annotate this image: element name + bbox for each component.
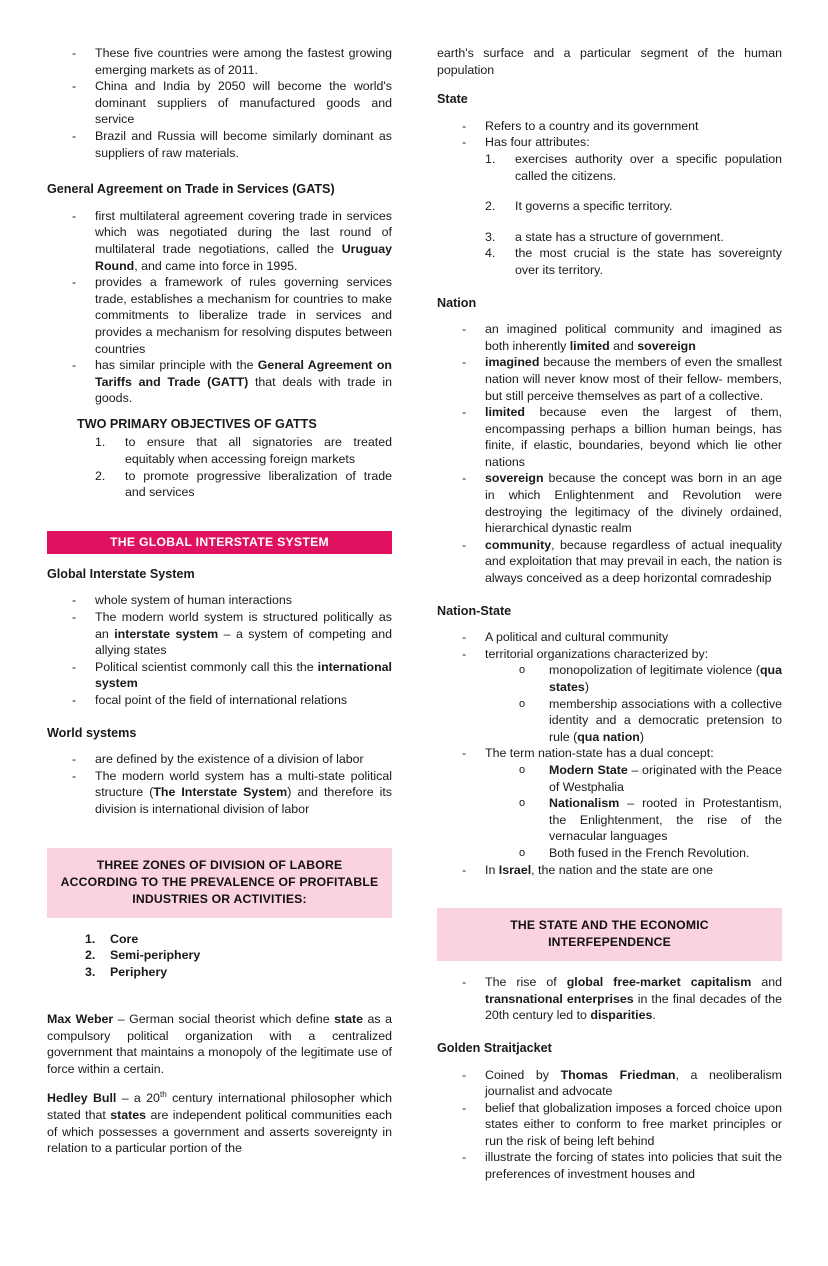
state-attributes-list	[437, 151, 782, 279]
nation-state-heading: Nation-State	[437, 603, 512, 618]
list-item: - China and India by 2050 will become the world's dominant suppliers of manufactured goods and service	[47, 78, 392, 128]
right-column	[437, 45, 782, 1183]
list-item: - The term nation-state has a dual concept:	[437, 745, 782, 762]
state-heading: State	[437, 92, 468, 107]
banner-global-interstate-system: THE GLOBAL INTERSTATE SYSTEM	[47, 531, 392, 554]
list-item: - whole system of human interactions	[47, 592, 392, 609]
nation-heading: Nation	[437, 295, 477, 310]
list-item: to promote progressive liberalization of trade and services	[125, 468, 392, 500]
state-bullet-list	[437, 118, 782, 151]
list-item: - provides a framework of rules governing services trade, establishes a mechanism for countries to make commitments to liberalize trade in services and provides a mechanism for resolving disputes between countries	[47, 274, 392, 357]
spacer	[47, 501, 392, 531]
list-item: a state has a structure of government.	[515, 229, 724, 244]
list-item: - These five countries were among the fastest growing emerging markets as of 2011.	[47, 45, 392, 78]
list-item: It governs a specific territory.	[515, 199, 673, 214]
list-item: to ensure that all signatories are treated equitably when accessing foreign markets	[125, 435, 392, 467]
list-item: - community, because regardless of actual inequality and exploitation that may prevail in each, the nation is always conceived as a deep horizontal comradeship	[437, 537, 782, 587]
golden-straitjacket-heading: Golden Straitjacket	[437, 1040, 552, 1055]
nation-state-sublist-1	[437, 662, 782, 745]
list-item: Semi-periphery	[110, 948, 201, 963]
golden-straitjacket-bullet-list	[437, 1067, 782, 1183]
list-item: o Nationalism – rooted in Protestantism, the Enlightenment, the rise of the vernacular languages	[437, 795, 782, 845]
list-item: - The modern world system has a multi-state political structure (The Interstate System) and therefore its division is international division of labor	[47, 768, 392, 818]
list-item: - Has four attributes:	[437, 134, 782, 151]
list-item: - A political and cultural community	[437, 629, 782, 646]
gats-heading: General Agreement on Trade in Services (GATS)	[47, 182, 335, 197]
objectives-heading: TWO PRIMARY OBJECTIVES OF GATTS	[77, 416, 317, 431]
spacer	[47, 407, 392, 416]
state-economic-bullet-list	[437, 974, 782, 1024]
list-item: - The modern world system is structured politically as an interstate system – a system of competing and allying states	[47, 609, 392, 659]
list-item: the most crucial is the state has sovereignty over its territory.	[515, 246, 782, 277]
list-item: - In Israel, the nation and the state are one	[437, 862, 782, 879]
zones-list	[47, 931, 392, 981]
gis-bullet-list	[47, 592, 392, 708]
list-item: - focal point of the field of international relations	[47, 692, 392, 709]
list-item: o Both fused in the French Revolution.	[437, 845, 782, 862]
banner-three-zones: THREE ZONES OF DIVISION OF LABORE ACCORDING TO THE PREVALENCE OF PROFITABLE INDUSTRIES OR ACTIVITIES:	[47, 848, 392, 918]
list-item: - Political scientist commonly call this the international system	[47, 659, 392, 692]
list-item: - first multilateral agreement covering trade in services which was negotiated during the last round of multilateral trade negotiations, called the Uruguay Round, and came into force in 1995.	[47, 208, 392, 274]
spacer	[437, 878, 782, 908]
list-item: - sovereign because the concept was born in an age in which Enlightenment and Revolution were destroying the legitimacy of the divinely ordained, hierarchical dynastic realm	[437, 470, 782, 536]
banner-state-economic-interdependence: THE STATE AND THE ECONOMIC INTERFEPENDENCE	[437, 908, 782, 961]
list-item: - The rise of global free-market capitalism and transnational enterprises in the final decades of the 20th century led to disparities.	[437, 974, 782, 1024]
list-item: - Coined by Thomas Friedman, a neoliberalism journalist and advocate	[437, 1067, 782, 1100]
hedley-bull-paragraph: Hedley Bull – a 20th century international philosopher which stated that states are independent political communities each of which possesses a government and asserts sovereignty in relation to a particular portion of the	[47, 1090, 392, 1156]
spacer	[47, 818, 392, 848]
list-item: - limited because even the largest of them, encompassing perhaps a billion human beings, has finite, if elastic, boundaries, beyond which lie other nations	[437, 404, 782, 470]
global-interstate-system-heading: Global Interstate System	[47, 566, 195, 581]
continuation-paragraph: earth's surface and a particular segment of the human population	[437, 46, 782, 77]
gats-bullet-list	[47, 208, 392, 407]
list-item: - are defined by the existence of a division of labor	[47, 751, 392, 768]
list-item: - Brazil and Russia will become similarly dominant as suppliers of raw materials.	[47, 128, 392, 161]
nation-bullet-list	[437, 321, 782, 587]
nation-state-sublist-2	[437, 762, 782, 862]
list-item: Core	[110, 931, 139, 946]
world-systems-bullet-list	[47, 751, 392, 817]
list-item: o Modern State – originated with the Peace of Westphalia	[437, 762, 782, 795]
world-systems-heading: World systems	[47, 725, 137, 740]
nation-state-bullet-list-2	[437, 745, 782, 762]
list-item: o monopolization of legitimate violence (qua states)	[437, 662, 782, 695]
list-item: Periphery	[110, 965, 168, 980]
max-weber-paragraph: Max Weber – German social theorist which define state as a compulsory political organization with a centralized government that maintains a monopoly of the legitimate use of force within a certain.	[47, 1011, 392, 1076]
objectives-list	[47, 434, 392, 500]
list-item: - Refers to a country and its government	[437, 118, 782, 135]
spacer	[47, 161, 392, 181]
list-item: exercises authority over a specific population called the citizens.	[515, 151, 782, 183]
list-item: - illustrate the forcing of states into policies that suit the preferences of investment houses and	[437, 1149, 782, 1182]
list-item: - has similar principle with the General Agreement on Tariffs and Trade (GATT) that deals with trade in goods.	[47, 357, 392, 407]
nation-state-bullet-list	[437, 629, 782, 662]
spacer	[47, 981, 392, 1011]
list-item: - imagined because the members of even the smallest nation will never know most of their fellow- members, but still perceive themselves as part of a collective.	[437, 354, 782, 404]
nation-state-bullet-list-3	[437, 862, 782, 879]
list-item: - territorial organizations characterized by:	[437, 646, 782, 663]
list-item: - belief that globalization imposes a forced choice upon states either to conform to free market principles or run the risk of being left behind	[437, 1100, 782, 1150]
list-item: o membership associations with a collective identity and a democratic pretension to rule (qua nation)	[437, 696, 782, 746]
list-item: - an imagined political community and imagined as both inherently limited and sovereign	[437, 321, 782, 354]
brics-bullet-list	[47, 45, 392, 161]
gatts-objectives-block	[47, 416, 392, 501]
left-column	[47, 45, 392, 1157]
